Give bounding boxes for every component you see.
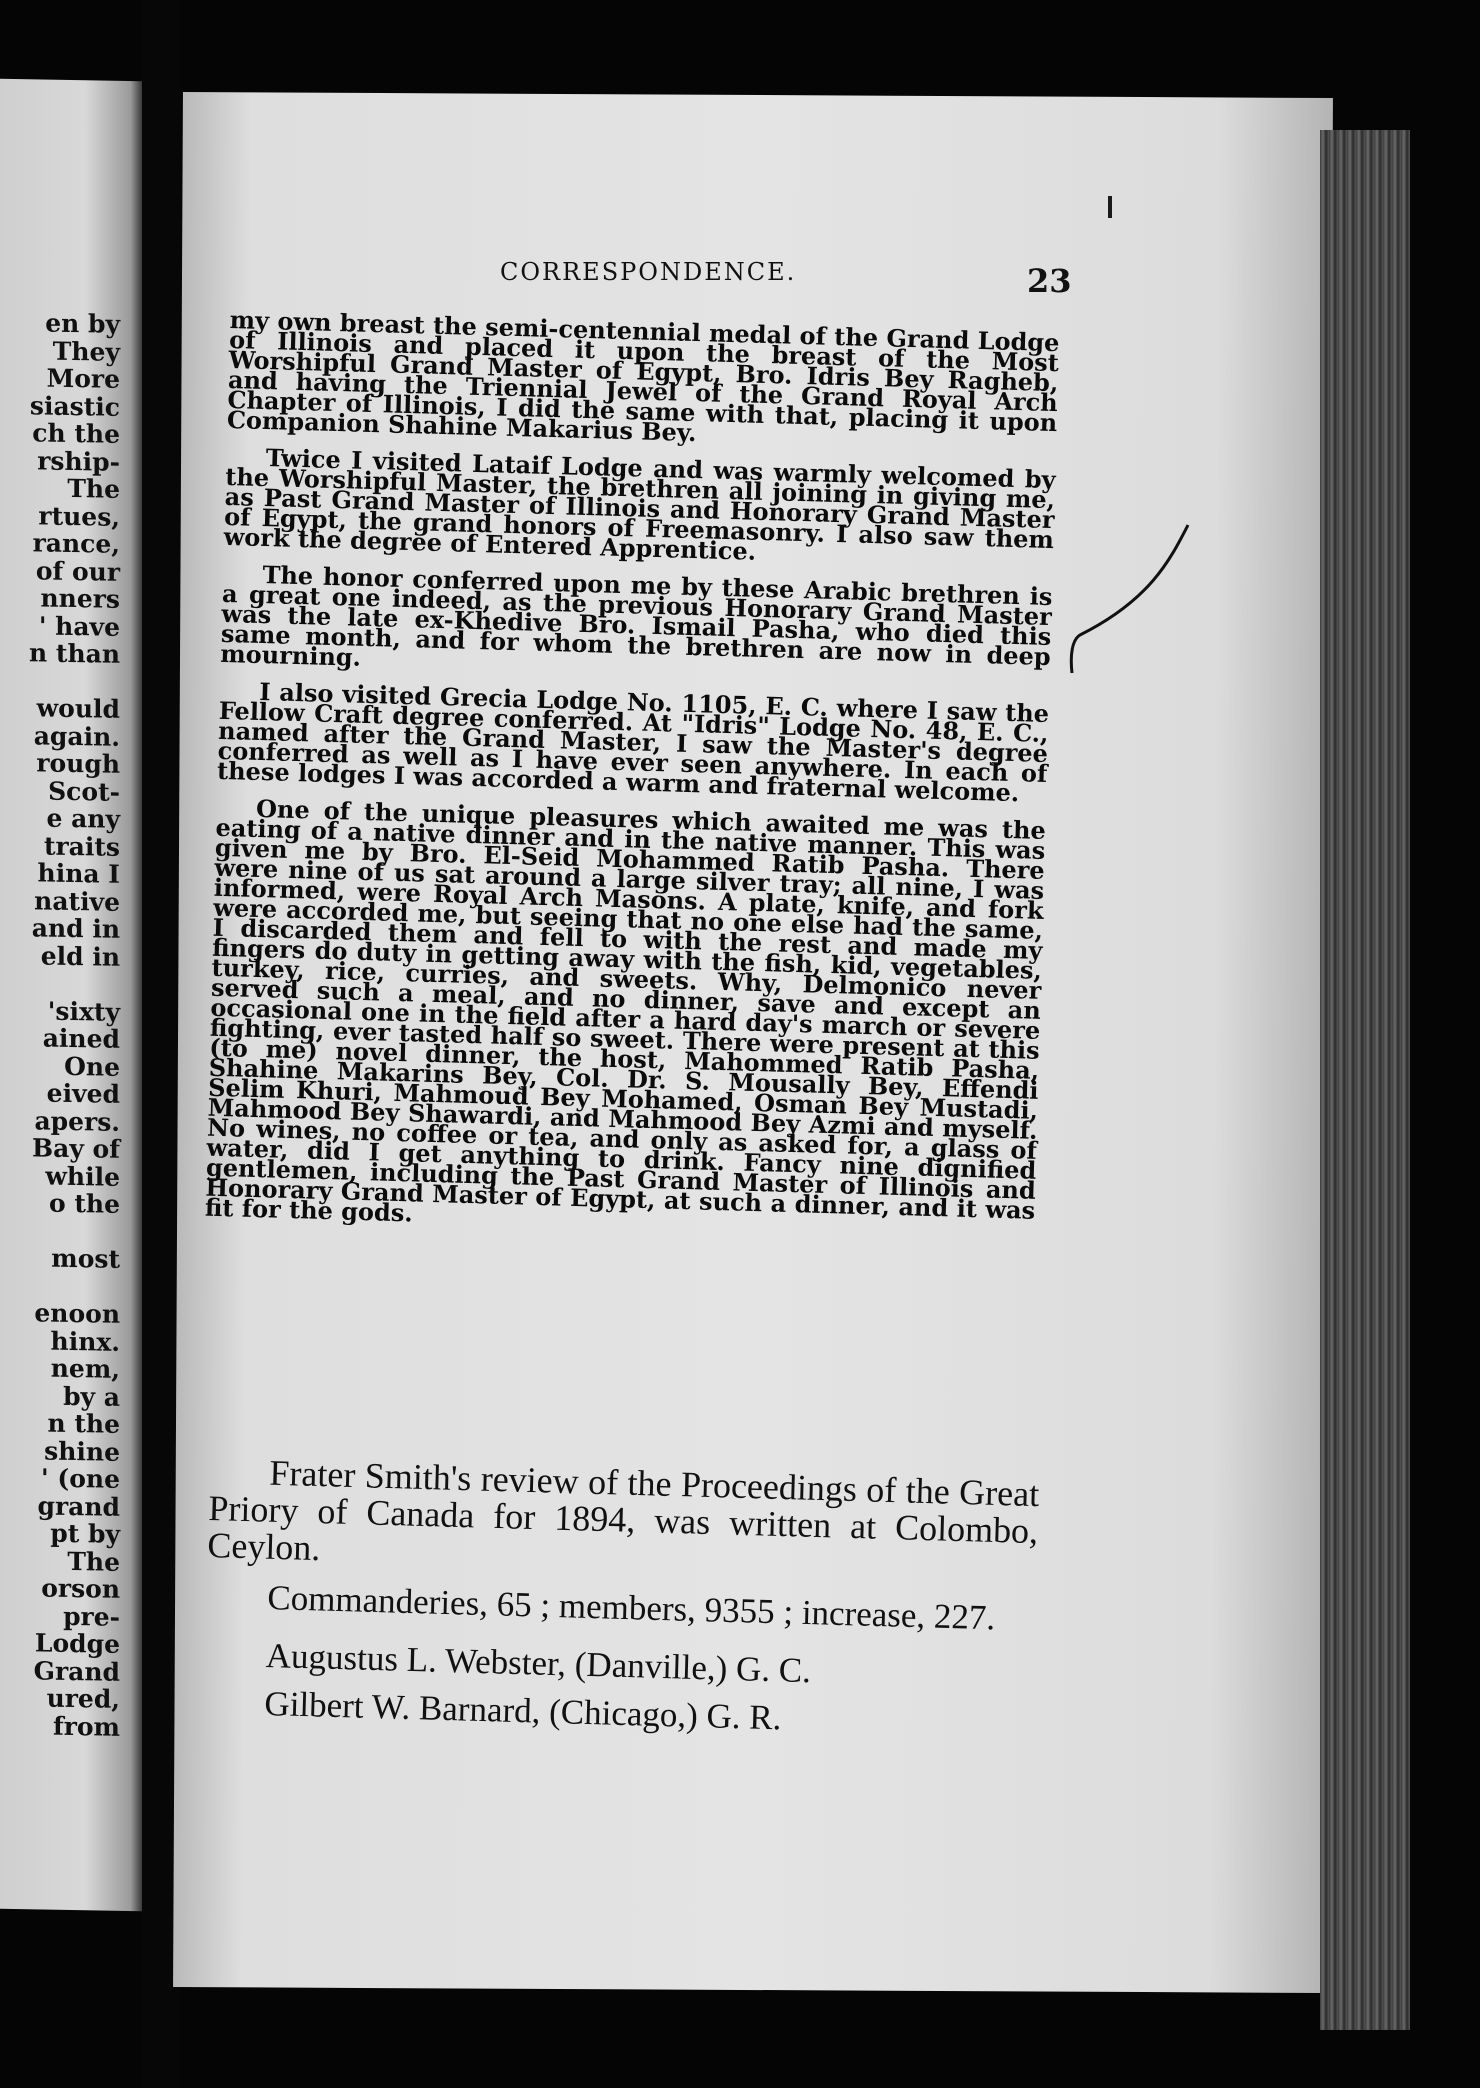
ink-tick-mark xyxy=(1108,196,1112,218)
facing-page-line: n the xyxy=(47,1408,120,1439)
facing-page-line: pre- xyxy=(63,1601,120,1632)
facing-page-line: hina I xyxy=(37,858,120,889)
facing-page-line: o the xyxy=(48,1188,120,1219)
facing-page-line: Bay of xyxy=(32,1133,120,1164)
facing-page-line: orson xyxy=(41,1573,120,1604)
grand-commander-line: Augustus L. Webster, (Danville,) G. C. xyxy=(265,1635,812,1691)
facing-page-line: shine xyxy=(44,1436,120,1467)
facing-page-line: of our xyxy=(35,555,120,587)
facing-page-line: grand xyxy=(37,1490,120,1522)
paragraph: The honor conferred upon me by these Arabic brethren is a great one indeed, as the previous Honorary Grand Master was the late ex-Khedive Bro. Ismail Pasha, who died this same month, and for whom the brethren are now in deep mourning. xyxy=(220,560,1053,672)
facing-page-line: nners xyxy=(40,583,120,614)
facing-page-line xyxy=(0,1216,120,1246)
paragraph: One of the unique pleasures which awaited me was the eating of a native dinner and in the native manner. This was given me by Bro. El-Seid Mohammed Ratib Pasha. There were nine of us sat around a large silver tray; all nine, I was informed, were Royal Arch Masons. A plate, knife, and fork were accorded me, but seeing that no one else had the same, I discarded them and fell to with the rest and made my fingers do duty in getting away with the fish, kid, vegetables, turkey, rice, curries, and sweets. Why, Delmonico never served such a meal, and no dinner, save and except an occasional one in the field after a hard day's march or severe fighting, ever tasted half so sweet. There were present at this (to me) novel dinner, the host, Mahommed Ratib Pasha, Shahine Makarins Bey, Col. Dr. S. Mousally Bey, Effendi Selim Khuri, Mahmoud Bey Mohamed, Osman Bey Mustadi, Mahmood Bey Shawardi, and Mahmood Bey Azmi and myself. No wines, no coffee or tea, and only as asked for, a glass of water, did I get anything to drink. Fancy nine dignified gentlemen, including the Past Grand Master of Illinois and Honorary Grand Master of Egypt, at such a dinner, and it was fit for the gods. xyxy=(204,793,1047,1228)
facing-page-line: by a xyxy=(63,1381,120,1412)
facing-page-line: Scot- xyxy=(48,776,120,807)
facing-page-line: 'sixty xyxy=(47,996,120,1027)
facing-page-line: again. xyxy=(33,720,120,752)
facing-page-line: n than xyxy=(29,638,120,669)
facing-page-line: pt by xyxy=(50,1518,120,1549)
facing-page-line: enoon xyxy=(34,1298,120,1329)
facing-page-line: would xyxy=(36,693,120,724)
facing-page-line: Grand xyxy=(33,1655,120,1687)
facing-page-line xyxy=(0,666,120,696)
facing-page-text-fragments xyxy=(0,309,120,1741)
facing-page-line: rance, xyxy=(32,528,120,559)
facing-page-line: rtues, xyxy=(38,500,120,532)
running-head: CORRESPONDENCE. xyxy=(500,258,797,286)
facing-page-line xyxy=(0,1271,120,1301)
facing-page-line: siastic xyxy=(29,390,120,422)
facing-page-line: rship- xyxy=(37,445,120,477)
facing-page-line: and in xyxy=(31,913,120,944)
pen-annotation-mark xyxy=(1060,515,1210,675)
facing-page-line: ained xyxy=(42,1023,120,1054)
facing-page-line: ch the xyxy=(32,418,120,449)
facing-page-line: ' (one xyxy=(41,1463,120,1494)
facing-page-line: en by xyxy=(45,308,120,339)
facing-page-line: native xyxy=(34,885,120,917)
facing-page-line: ured, xyxy=(46,1683,120,1714)
facing-page-line: traits xyxy=(43,831,120,862)
paragraph: my own breast the semi-centennial medal of the Grand Lodge of Illinois and placed it upon the breast of the Most Worshipful Grand Master of Egypt, Bro. Idris Bey Ragheb, and having the Triennial Jewel of the Grand Royal Arch Chapter of Illinois, I did the same with that, placing it upon Companion Shahine Makarius Bey. xyxy=(226,305,1060,448)
facing-page-line: One xyxy=(64,1051,120,1082)
page-edges xyxy=(1320,130,1410,2030)
paragraph: Twice I visited Lataif Lodge and was warmly welcomed by the Worshipful Master, the brethren all joining in giving me, as Past Grand Master of Illinois and Honorary Grand Master of Egypt, the grand honors of Freemasonry. I also saw them work the degree of Entered Apprentice. xyxy=(223,443,1056,566)
facing-page-line: apers. xyxy=(34,1105,120,1137)
facing-page-line: Lodge xyxy=(34,1628,120,1659)
facing-page xyxy=(0,79,142,1911)
facing-page-line: eld in xyxy=(40,940,120,972)
review-paragraph xyxy=(207,1453,1040,1587)
grand-recorder-line: Gilbert W. Barnard, (Chicago,) G. R. xyxy=(263,1683,782,1738)
facing-page-line: most xyxy=(51,1243,120,1274)
facing-page-line: eived xyxy=(46,1078,120,1109)
facing-page-line: ' have xyxy=(38,610,120,642)
facing-page-line: from xyxy=(52,1711,120,1742)
facing-page-line: The xyxy=(67,473,120,504)
facing-page-line: They xyxy=(52,336,120,367)
page-number: 23 xyxy=(1027,262,1072,300)
facing-page-line: hinx. xyxy=(50,1326,120,1357)
facing-page-line: e any xyxy=(46,803,120,834)
statistics-block xyxy=(264,1578,1068,1754)
facing-page-line: More xyxy=(46,363,120,394)
commanderies-line: Commanderies, 65 ; members, 9355 ; increase, 227. xyxy=(266,1578,996,1638)
facing-page-line xyxy=(0,969,120,999)
facing-page-line: while xyxy=(45,1161,120,1192)
facing-page-line: rough xyxy=(36,748,120,779)
body-text xyxy=(204,305,1060,1258)
facing-page-line: The xyxy=(67,1546,120,1577)
review-text: Frater Smith's review of the Proceedings of the Great Priory of Canada for 1894, was written at Colombo, Ceylon. xyxy=(206,1452,1040,1569)
paragraph: I also visited Grecia Lodge No. 1105, E. C. where I saw the Fellow Craft degree conferred. At "Idris" Lodge No. 48, E. C., named after the Grand Master, I saw the Master's degree conferred as well as I have ever seen anywhere. In each of these lodges I was accorded a warm and fraternal welcome. xyxy=(216,676,1050,808)
facing-page-line: nem, xyxy=(50,1353,120,1384)
